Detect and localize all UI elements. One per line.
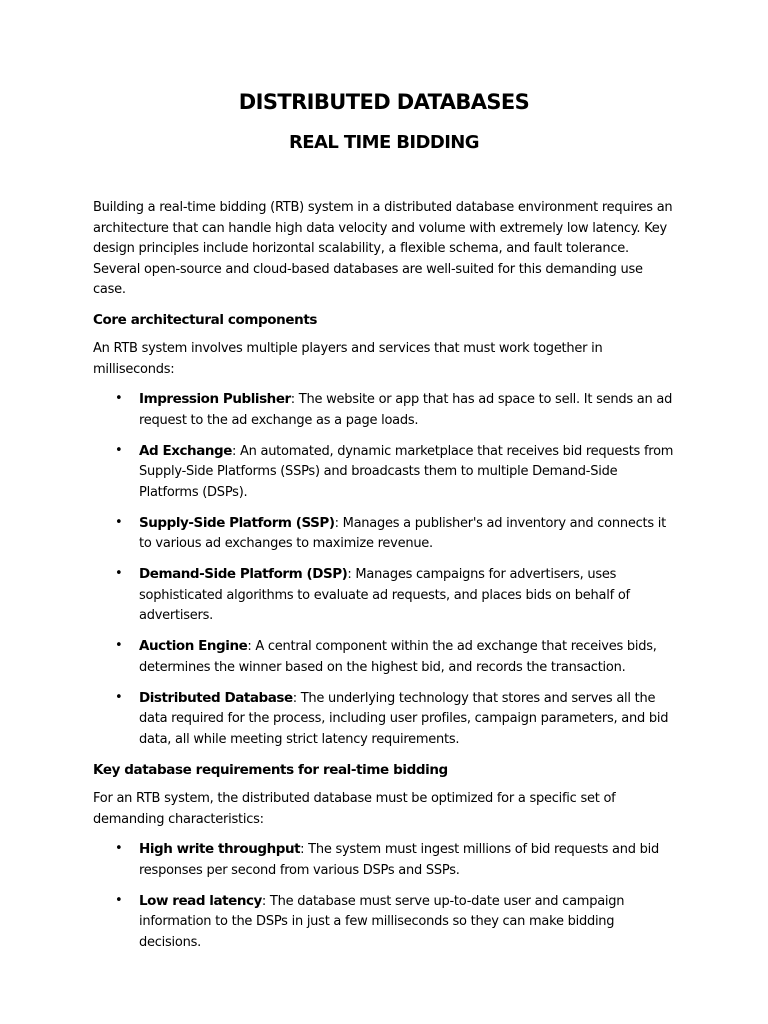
document-subtitle: REAL TIME BIDDING — [289, 132, 479, 153]
list-item — [93, 688, 675, 751]
list-item-text: : The underlying technology that stores and serves all the data required for the process, including user profiles, campaign parameters, and bid data, all while meeting strict latency requirements. — [139, 690, 669, 747]
bullet-icon: • — [115, 841, 123, 856]
list-item-term: Impression Publisher — [139, 391, 291, 407]
bullet-icon: • — [115, 892, 123, 908]
list-item-term: Auction Engine — [139, 638, 248, 654]
list-item-term: Distributed Database — [139, 689, 293, 706]
intro-paragraph: Building a real-time bidding (RTB) system in a distributed database environment requires an architecture that can handle high data velocity and volume with extremely low latency. Key design principles include horizontal scalability, a flexible schema, and fault tolerance. Several open-source and cloud-based databases are well-suited for this demanding use case. — [93, 200, 673, 297]
list-item — [93, 389, 675, 431]
section-heading-db-requirements: Key database requirements for real-time bidding — [93, 761, 448, 778]
bullet-icon: • — [115, 689, 123, 705]
list-item-term: Demand-Side Platform (DSP) — [139, 566, 348, 582]
list-item — [93, 441, 675, 504]
list-item — [93, 513, 675, 555]
bullet-icon: • — [115, 391, 123, 406]
bullet-icon: • — [115, 514, 123, 530]
list-item-text: : An automated, dynamic marketplace that receives bid requests from Supply-Side Platforms (SSPs) and broadcasts them to multiple Demand-Side Platforms (DSPs). — [139, 443, 674, 500]
db-requirements-list — [93, 839, 675, 953]
section-lead-paragraph: For an RTB system, the distributed database must be optimized for a specific set of demanding characteristics: — [93, 791, 616, 827]
core-components-list — [93, 389, 675, 750]
list-item-text: : The database must serve up-to-date user and campaign information to the DSPs in just a few milliseconds so they can make bidding decisions. — [139, 893, 625, 950]
section-heading-core-components: Core architectural components — [93, 311, 318, 328]
list-item-text: : Manages campaigns for advertisers, uses sophisticated algorithms to evaluate ad requests, and places bids on behalf of advertisers. — [139, 567, 630, 623]
list-item — [93, 636, 675, 678]
section-lead-paragraph: An RTB system involves multiple players and services that must work together in milliseconds: — [93, 341, 603, 377]
bullet-icon: • — [115, 566, 123, 581]
list-item-text: : Manages a publisher's ad inventory and connects it to various ad exchanges to maximize revenue. — [139, 515, 666, 551]
list-item-text: : The website or app that has ad space to sell. It sends an ad request to the ad exchange as a page loads. — [139, 392, 673, 428]
document-title: DISTRIBUTED DATABASES — [238, 90, 530, 114]
bullet-icon: • — [115, 638, 123, 653]
bullet-icon: • — [115, 442, 123, 458]
list-item-term: Ad Exchange — [139, 442, 232, 459]
document-body — [93, 198, 675, 953]
list-item-text: : A central component within the ad exchange that receives bids, determines the winner based on the highest bid, and records the transaction. — [139, 639, 657, 675]
list-item — [93, 839, 675, 881]
list-item-text: : The system must ingest millions of bid requests and bid responses per second from various DSPs and SSPs. — [139, 842, 659, 878]
list-item — [93, 564, 675, 627]
list-item-term: High write throughput — [139, 841, 301, 857]
list-item — [93, 891, 675, 954]
list-item-term: Low read latency — [139, 892, 262, 909]
list-item-term: Supply-Side Platform (SSP) — [139, 514, 335, 531]
